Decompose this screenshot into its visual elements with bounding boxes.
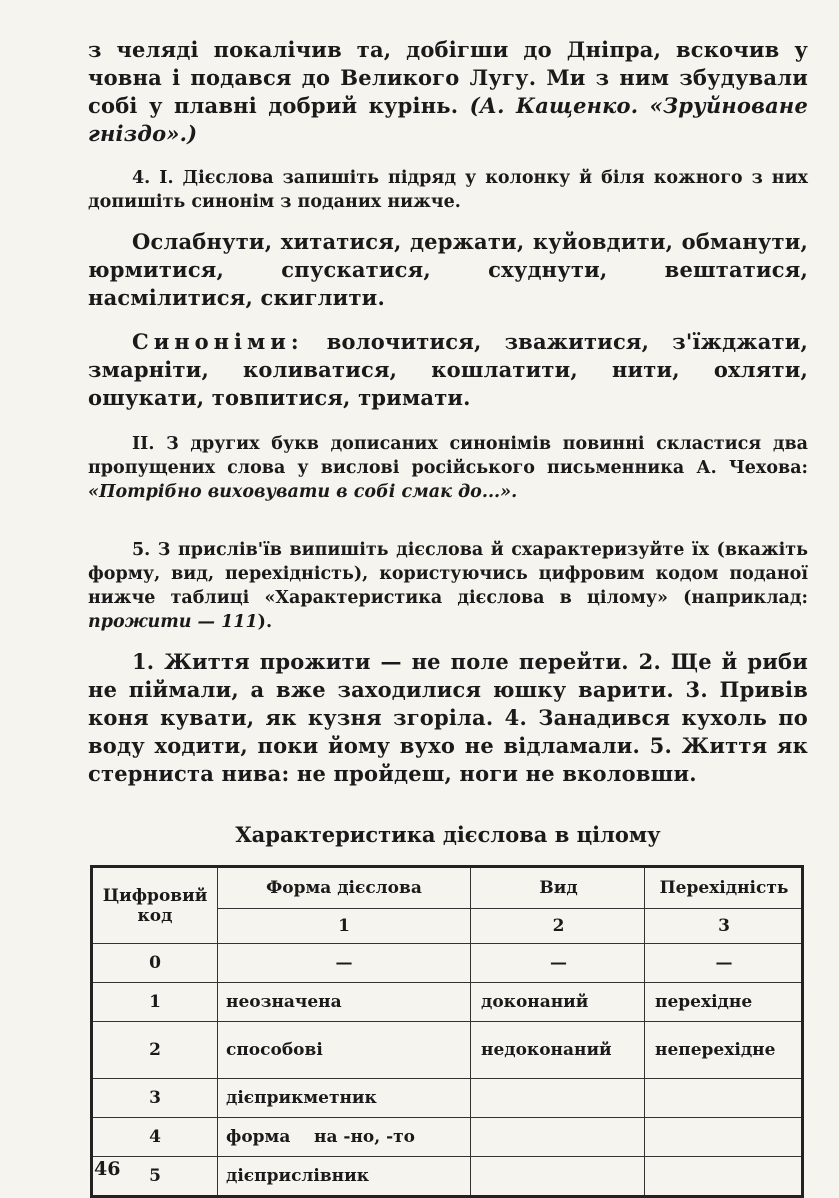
task4-part2-instruction: ІІ. З других букв дописаних синонімів повинні скластися два пропущених слова у вислові російського письменника А. Чехова: xyxy=(88,434,808,478)
table-header-row xyxy=(92,867,803,909)
cell-transitivity: перехідне xyxy=(645,983,803,1022)
intro-paragraph xyxy=(88,36,808,148)
cell-form: способові xyxy=(218,1022,471,1079)
cell-transitivity xyxy=(645,1157,803,1197)
task5-proverbs: 1. Життя прожити — не поле перейти. 2. Ще й риби не піймали, а вже заходилися юшку варити. 3. Привів коня кувати, як кузня згоріла. 4. Занадився кухоль по воду ходити, поки йому вухо не відламали. 5. Життя як стерниста нива: не пройдеш, ноги не вколовши. xyxy=(88,649,808,786)
verb-characteristics-table xyxy=(90,865,804,1198)
header-number-2: 2 xyxy=(471,909,645,944)
cell-transitivity: неперехідне xyxy=(645,1022,803,1079)
cell-form: дієприкметник xyxy=(218,1079,471,1118)
table-row xyxy=(92,1022,803,1079)
table-row xyxy=(92,983,803,1022)
intro-text: з челяді покалічив та, добігши до Дніпра, вскочив у човна і подався до Великого Лугу. Ми з ним збудували собі у плавні добрий курінь. xyxy=(88,37,808,118)
synonyms-list: волочитися, зважитися, з'їжджати, змарніти, коливатися, кошлатити, нити, охляти, ошукати, товпитися, тримати. xyxy=(88,329,808,410)
table-row xyxy=(92,1157,803,1197)
task5-instruction-end: ). xyxy=(257,612,273,632)
header-number-1: 1 xyxy=(218,909,471,944)
task4-synonyms-paragraph xyxy=(88,328,808,412)
cell-aspect: доконаний xyxy=(471,983,645,1022)
table-row xyxy=(92,1079,803,1118)
header-aspect: Вид xyxy=(471,867,645,909)
task5-instruction-paragraph xyxy=(88,538,808,634)
cell-transitivity: — xyxy=(645,944,803,983)
cell-aspect xyxy=(471,1079,645,1118)
cell-transitivity xyxy=(645,1118,803,1157)
header-code: Цифровий код xyxy=(92,867,218,944)
cell-aspect xyxy=(471,1118,645,1157)
cell-code: 3 xyxy=(92,1079,218,1118)
intro-citation: (А. Кащенко. «Зруйноване гніздо».) xyxy=(88,93,808,146)
cell-form: дієприслівник xyxy=(218,1157,471,1197)
task5-instruction: 5. З прислів'їв випишіть дієслова й схарактеризуйте їх (вкажіть форму, вид, перехідність), користуючись цифровим кодом поданої нижче таблиці «Характеристика дієслова в цілому» (наприклад: xyxy=(88,540,808,608)
cell-code: 0 xyxy=(92,944,218,983)
cell-aspect: — xyxy=(471,944,645,983)
table-row xyxy=(92,944,803,983)
cell-code: 4 xyxy=(92,1118,218,1157)
cell-transitivity xyxy=(645,1079,803,1118)
chekhov-quote: «Потрібно виховувати в собі смак до...». xyxy=(88,482,518,502)
cell-code: 2 xyxy=(92,1022,218,1079)
header-form: Форма дієслова xyxy=(218,867,471,909)
task4-part1-instruction: 4. І. Дієслова запишіть підряд у колонку й біля кожного з них допишіть синонім з поданих нижче. xyxy=(88,168,808,212)
task5-example: прожити — 111 xyxy=(88,612,258,632)
cell-form: форма на -но, -то xyxy=(218,1118,471,1157)
header-transitivity: Перехідність xyxy=(645,867,803,909)
table-row xyxy=(92,1118,803,1157)
synonyms-label: Синоніми: xyxy=(132,329,304,354)
task4-part2-paragraph xyxy=(88,432,808,504)
task4-verbs: Ослабнути, хитатися, держати, куйовдити, обманути, юрмитися, спускатися, схуднути, вештатися, насмілитися, скиглити. xyxy=(88,229,808,310)
cell-aspect xyxy=(471,1157,645,1197)
header-number-3: 3 xyxy=(645,909,803,944)
cell-code: 1 xyxy=(92,983,218,1022)
cell-aspect: недоконаний xyxy=(471,1022,645,1079)
cell-code: 5 xyxy=(92,1157,218,1197)
page-content xyxy=(88,36,808,1198)
cell-form: неозначена xyxy=(218,983,471,1022)
cell-form: — xyxy=(218,944,471,983)
table-title: Характеристика дієслова в цілому xyxy=(235,822,661,847)
page-number: 46 xyxy=(94,1158,121,1180)
